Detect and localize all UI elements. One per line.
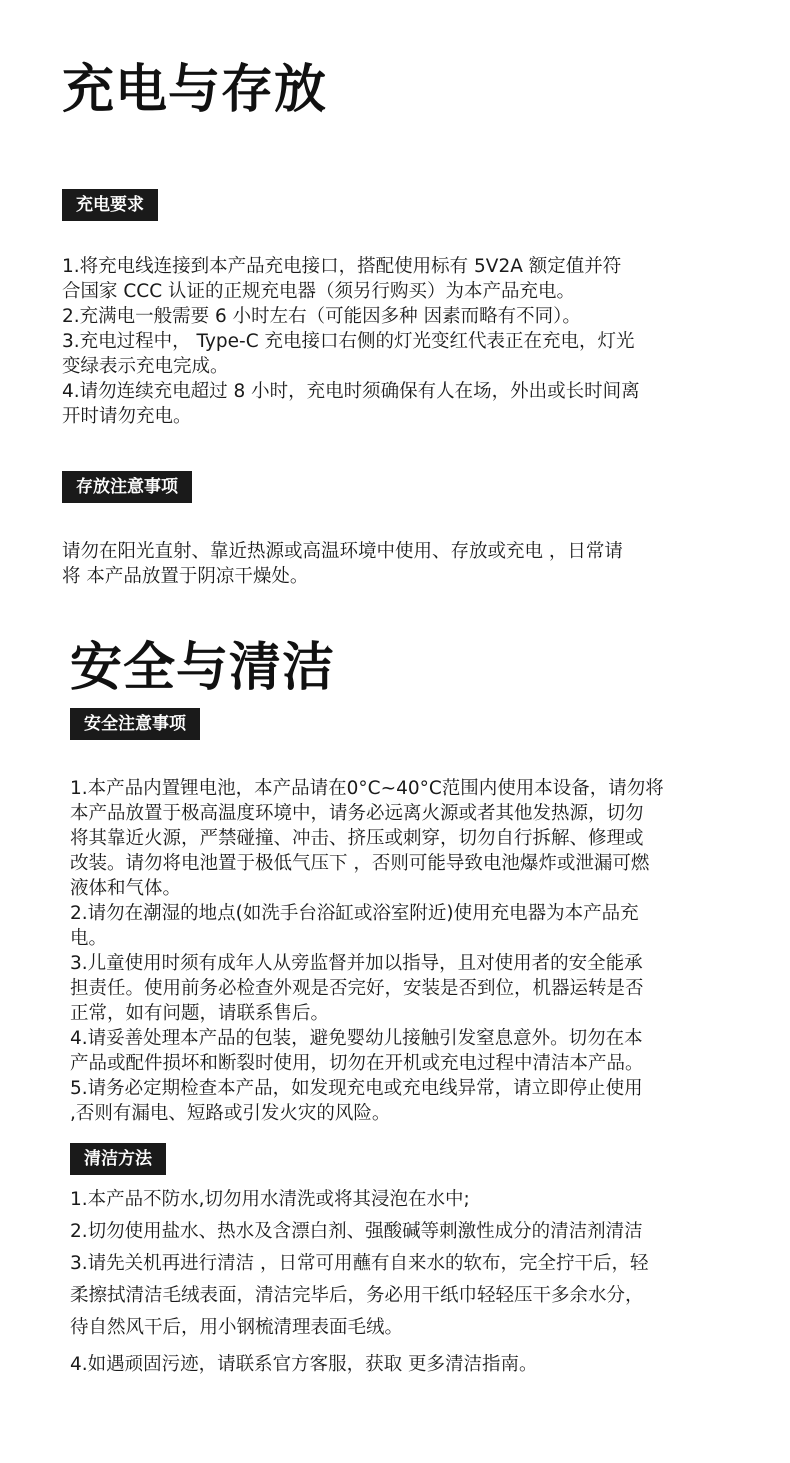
- text-line: 4.请妥善处理本产品的包装，避免婴幼儿接触引发窒息意外。切勿在本: [70, 1028, 643, 1049]
- text-line: ,否则有漏电、短路或引发火灾的风险。: [70, 1103, 391, 1124]
- text-line: 3.请先关机再进行清洁 ，日常可用蘸有自来水的软布，完全拧干后，轻: [70, 1253, 649, 1274]
- text-line: 2.请勿在潮湿的地点(如洗手台浴缸或浴室附近)使用充电器为本产品充: [70, 903, 639, 924]
- text-line: 电。: [70, 928, 108, 949]
- text-line: 产品或配件损坏和断裂时使用，切勿在开机或充电过程中清洁本产品。: [70, 1053, 644, 1074]
- text-line: 1.将充电线连接到本产品充电接口，搭配使用标有 5V2A 额定值并符: [62, 256, 622, 277]
- charging-requirements-text: [62, 254, 640, 429]
- safety-notes-text: [70, 776, 664, 1126]
- text-line: 正常，如有问题，请联系售后。: [70, 1003, 330, 1024]
- safety-cleaning-title: 安全与清洁: [70, 638, 336, 698]
- text-line: 液体和气体。: [70, 878, 182, 899]
- cleaning-method-text: [70, 1184, 649, 1380]
- text-line: 变绿表示充电完成。: [62, 356, 229, 377]
- text-line: 4.请勿连续充电超过 8 小时，充电时须确保有人在场，外出或长时间离: [62, 381, 640, 402]
- text-line: 改装。请勿将电池置于极低气压下 ，否则可能导致电池爆炸或泄漏可燃: [70, 853, 650, 874]
- text-line: 3.儿童使用时须有成年人从旁监督并加以指导，且对使用者的安全能承: [70, 953, 643, 974]
- text-line: 3.充电过程中， Type-C 充电接口右侧的灯光变红代表正在充电，灯光: [62, 331, 635, 352]
- text-line: 柔擦拭清洁毛绒表面，清洁完毕后，务必用干纸巾轻轻压干多余水分，: [70, 1285, 644, 1306]
- text-line: 将其靠近火源，严禁碰撞、冲击、挤压或刺穿，切勿自行拆解、修理或: [70, 828, 644, 849]
- text-line: 1.本产品内置锂电池，本产品请在0°C~40°C范围内使用本设备，请勿将: [70, 778, 664, 799]
- text-line: 请勿在阳光直射、靠近热源或高温环境中使用、存放或充电 ，日常请: [62, 541, 623, 562]
- text-line: 本产品放置于极高温度环境中，请务必远离火源或者其他发热源，切勿: [70, 803, 644, 824]
- storage-notes-text: [62, 539, 623, 589]
- text-line: 2.充满电一般需要 6 小时左右（可能因多种 因素而略有不同）。: [62, 306, 581, 327]
- safety-notes-label: 安全注意事项: [70, 708, 200, 740]
- text-line: 担责任。使用前务必检查外观是否完好，安装是否到位，机器运转是否: [70, 978, 644, 999]
- text-line: 5.请务必定期检查本产品，如发现充电或充电线异常，请立即停止使用: [70, 1078, 643, 1099]
- charging-storage-title: 充电与存放: [62, 60, 328, 120]
- text-line: 4.如遇顽固污迹，请联系官方客服，获取 更多清洁指南。: [70, 1354, 538, 1375]
- charging-requirements-label: 充电要求: [62, 189, 158, 221]
- text-line: 待自然风干后，用小钢梳清理表面毛绒。: [70, 1317, 404, 1338]
- cleaning-method-label: 清洁方法: [70, 1143, 166, 1175]
- text-line: 开时请勿充电。: [62, 406, 192, 427]
- text-line: 1.本产品不防水,切勿用水清洗或将其浸泡在水中;: [70, 1189, 470, 1210]
- text-line: 2.切勿使用盐水、热水及含漂白剂、强酸碱等刺激性成分的清洁剂清洁: [70, 1221, 643, 1242]
- storage-notes-label: 存放注意事项: [62, 471, 192, 503]
- text-line: 将 本产品放置于阴凉干燥处。: [62, 566, 309, 587]
- text-line: 合国家 CCC 认证的正规充电器（须另行购买）为本产品充电。: [62, 281, 576, 302]
